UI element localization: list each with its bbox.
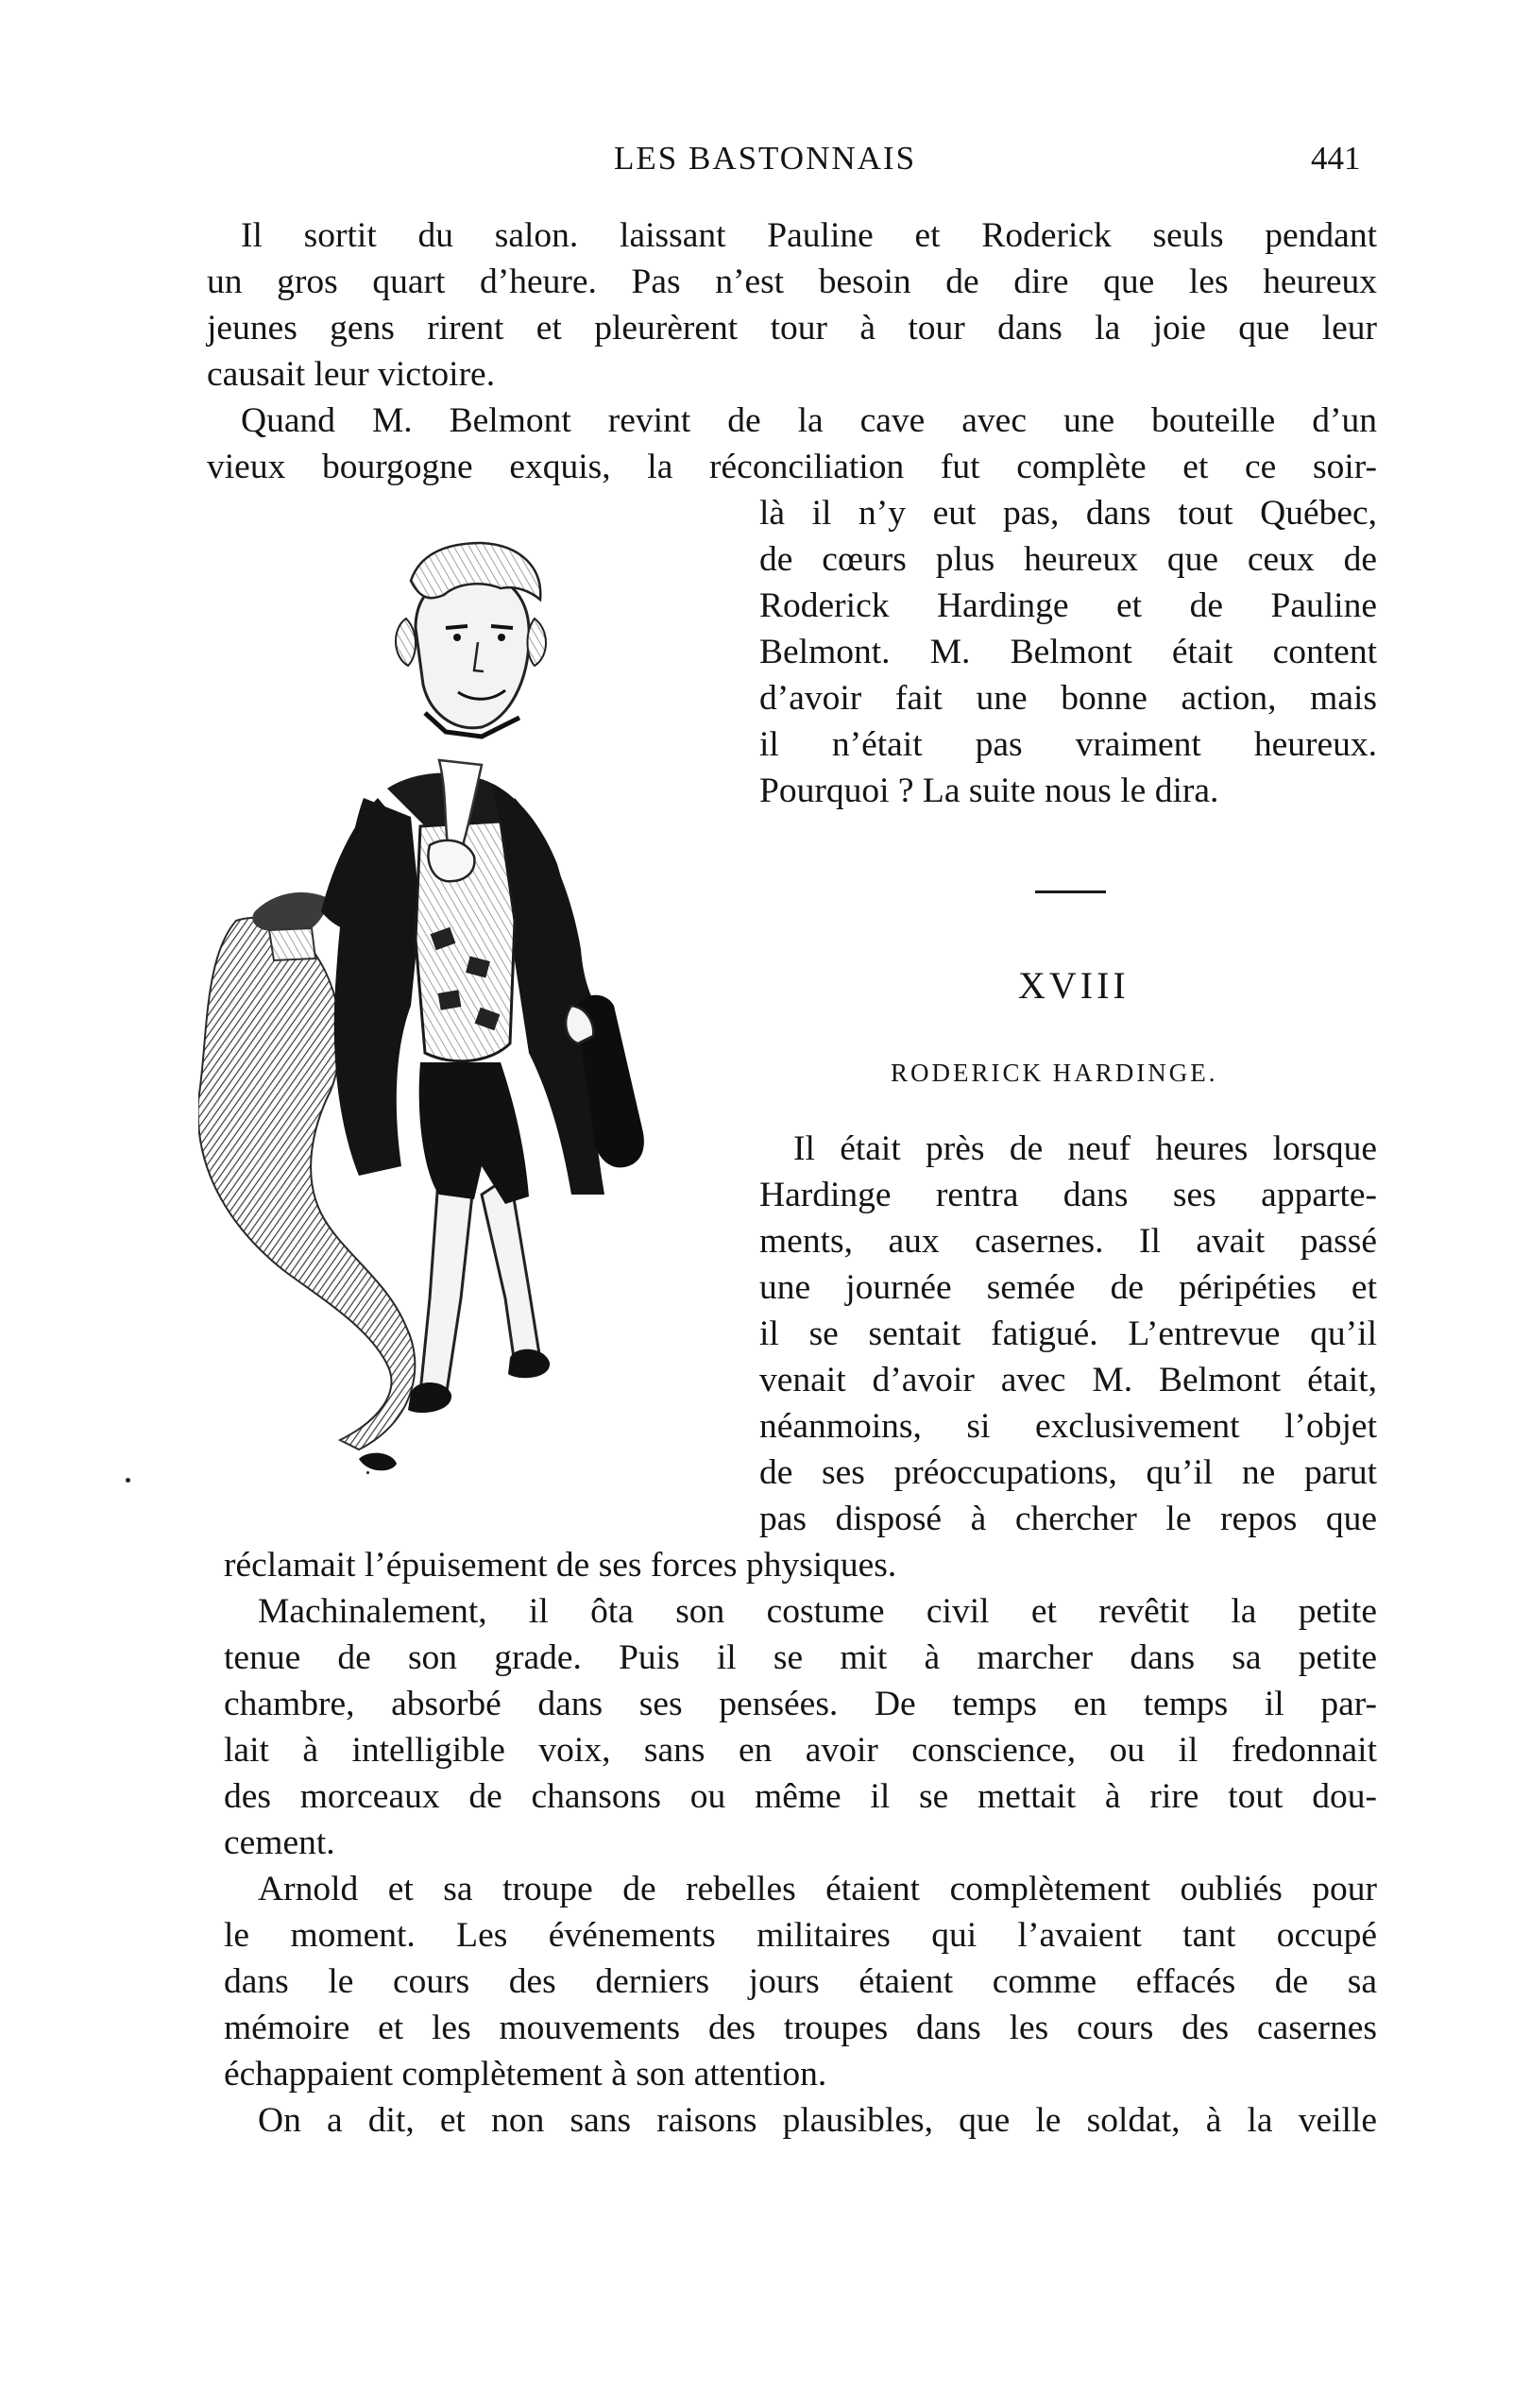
text-line: le moment. Les événements militaires qui l’avaient tant occupé (224, 1916, 1377, 1955)
ink-speck (126, 1478, 130, 1483)
text-line: tenue de son grade. Puis il se mit à marcher dans sa petite (224, 1638, 1377, 1677)
text-line: lait à intelligible voix, sans en avoir conscience, ou il fredonnait (224, 1731, 1377, 1770)
text-line: néanmoins, si exclusivement l’objet (759, 1407, 1377, 1446)
text-line: de cœurs plus heureux que ceux de (759, 540, 1377, 579)
text-line: dans le cours des derniers jours étaient comme effacés de sa (224, 1962, 1377, 2001)
text-line: Roderick Hardinge et de Pauline (759, 586, 1377, 625)
text-line: jeunes gens rirent et pleurèrent tour à tour dans la joie que leur (207, 309, 1377, 348)
text-line: venait d’avoir avec M. Belmont était, (759, 1361, 1377, 1399)
text-line: causait leur victoire. (207, 355, 496, 394)
text-line: Arnold et sa troupe de rebelles étaient complètement oubliés pour (258, 1870, 1377, 1908)
section-divider (1035, 890, 1106, 893)
text-line: échappaient complètement à son attention. (224, 2055, 827, 2094)
text-line: chambre, absorbé dans ses pensées. De temps en temps il par- (224, 1685, 1377, 1723)
text-line: Machinalement, il ôta son costume civil et revêtit la petite (258, 1592, 1377, 1631)
page-number: 441 (1311, 140, 1361, 177)
text-line: ments, aux casernes. Il avait passé (759, 1222, 1377, 1261)
text-line: d’avoir fait une bonne action, mais (759, 679, 1377, 718)
text-line: vieux bourgogne exquis, la réconciliation fut complète et ce soir- (207, 448, 1377, 486)
text-line: réclamait l’épuisement de ses forces physiques. (224, 1546, 897, 1585)
text-line: pas disposé à chercher le repos que (759, 1500, 1377, 1538)
running-head (0, 140, 1530, 185)
text-line: un gros quart d’heure. Pas n’est besoin de dire que les heureux (207, 263, 1377, 301)
text-line: mémoire et les mouvements des troupes dans les cours des casernes (224, 2009, 1377, 2047)
chapter-title: RODERICK HARDINGE. (891, 1059, 1218, 1087)
text-line: Pourquoi ? La suite nous le dira. (759, 772, 1219, 810)
text-line: cement. (224, 1823, 335, 1862)
chapter-number: XVIII (1018, 964, 1130, 1007)
text-line: de ses préoccupations, qu’il ne parut (759, 1453, 1377, 1492)
text-line: Belmont. M. Belmont était content (759, 633, 1377, 671)
text-line: Il était près de neuf heures lorsque (793, 1129, 1377, 1168)
text-line: il n’était pas vraiment heureux. (759, 725, 1377, 764)
text-line: On a dit, et non sans raisons plausibles, que le soldat, à la veille (258, 2101, 1377, 2140)
running-title: LES BASTONNAIS (614, 140, 917, 177)
text-line: là il n’y eut pas, dans tout Québec, (759, 494, 1377, 533)
ink-speck (366, 1471, 369, 1474)
text-line: Hardinge rentra dans ses apparte- (759, 1176, 1377, 1214)
text-line: Quand M. Belmont revint de la cave avec une bouteille d’un (241, 401, 1377, 440)
gentleman-illustration (198, 515, 765, 1497)
text-line: une journée semée de péripéties et (759, 1268, 1377, 1307)
text-line: Il sortit du salon. laissant Pauline et Roderick seuls pendant (241, 216, 1377, 255)
text-line: il se sentait fatigué. L’entrevue qu’il (759, 1314, 1377, 1353)
text-line: des morceaux de chansons ou même il se mettait à rire tout dou- (224, 1777, 1377, 1816)
